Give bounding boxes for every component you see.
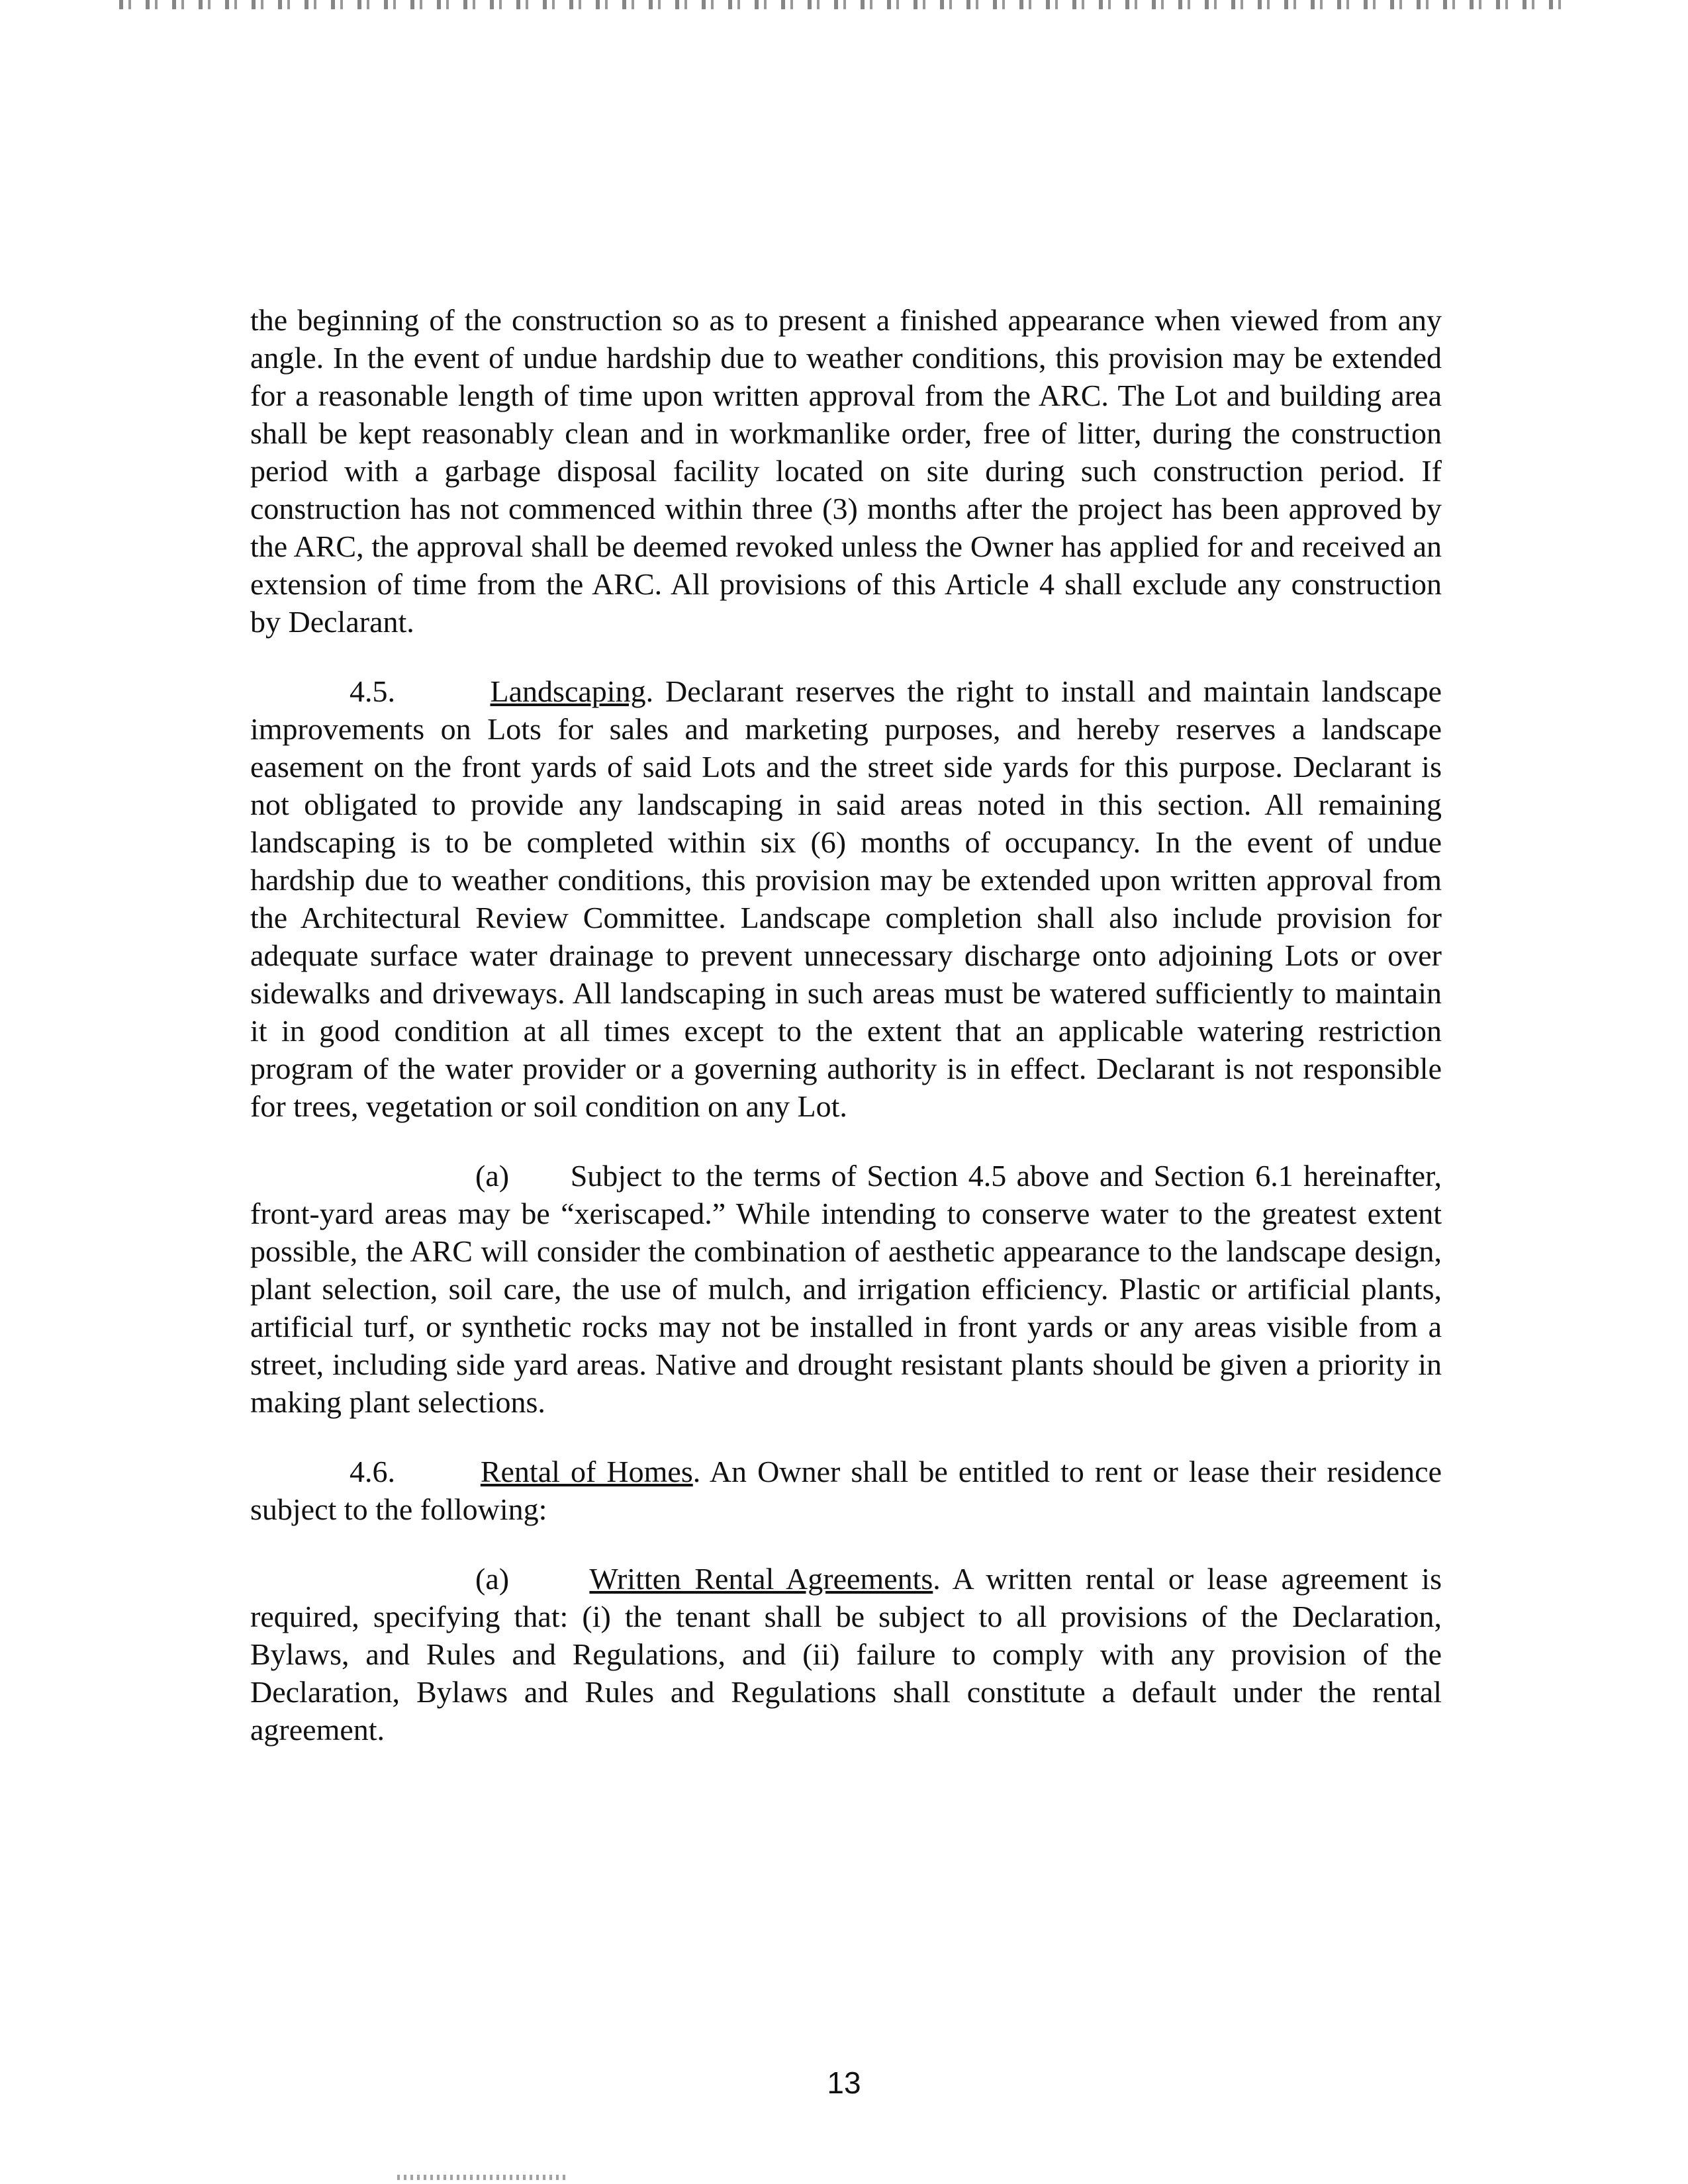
subsection-body: Subject to the terms of Section 4.5 above and Section 6.1 hereinafter, front-yard areas may be “xeriscaped.” While intending to conserve water to the greatest extent possible, the ARC will consider the combination of aesthetic appearance to the landscape design, plant selection, soil care, the use of mulch, and irrigation efficiency. Plastic or artificial plants, artificial turf, or synthetic rocks may not be installed in front yards or any areas visible from a street, including side yard areas. Native and drought resistant plants should be given a priority in making plant selections. bbox=[250, 1159, 1442, 1419]
section-4-6-paragraph bbox=[250, 1453, 1442, 1528]
section-number: 4.6. bbox=[350, 1455, 395, 1488]
section-body: . An Owner shall be entitled to rent or lease their residence subject to the following: bbox=[250, 1455, 1442, 1526]
subsection-label: (a) bbox=[475, 1159, 510, 1193]
section-heading-rental-of-homes: Rental of Homes bbox=[480, 1455, 693, 1488]
page-number: 13 bbox=[827, 2066, 861, 2100]
subsection-heading-written-rental-agreements: Written Rental Agreements bbox=[589, 1562, 933, 1596]
section-4-6-a-paragraph bbox=[250, 1560, 1442, 1749]
subsection-label: (a) bbox=[475, 1562, 510, 1596]
scan-artifact-bottom bbox=[397, 2175, 569, 2180]
section-number: 4.5. bbox=[350, 674, 395, 708]
subsection-body: . A written rental or lease agreement is required, specifying that: (i) the tenant shall be subject to all provisions of the Declaration, Bylaws, and Rules and Regulations, and (ii) failure to comply with any provision of the Declaration, Bylaws and Rules and Regulations shall constitute a default under the rental agreement. bbox=[250, 1562, 1442, 1747]
section-4-5-a-paragraph bbox=[250, 1157, 1442, 1421]
section-body: . Declarant reserves the right to install and maintain landscape improvements on Lots for sales and marketing purposes, and hereby reserves a landscape easement on the front yards of said Lots and the street side yards for this purpose. Declarant is not obligated to provide any landscaping in said areas noted in this section. All remaining landscaping is to be completed within six (6) months of occupancy. In the event of undue hardship due to weather conditions, this provision may be extended upon written approval from the Architectural Review Committee. Landscape completion shall also include provision for adequate surface water drainage to prevent unnecessary discharge onto adjoining Lots or over sidewalks and driveways. All landscaping in such areas must be watered sufficiently to maintain it in good condition at all times except to the extent that an applicable watering restriction program of the water provider or a governing authority is in effect. Declarant is not responsible for trees, vegetation or soil condition on any Lot. bbox=[250, 674, 1442, 1123]
scan-artifact-top bbox=[119, 0, 1575, 9]
document-body bbox=[250, 301, 1442, 1749]
section-heading-landscaping: Landscaping bbox=[490, 674, 646, 708]
paragraph-continuation: the beginning of the construction so as to present a finished appearance when viewed from any angle. In the event of undue hardship due to weather conditions, this provision may be extended for a reasonable length of time upon written approval from the ARC. The Lot and building area shall be kept reasonably clean and in workmanlike order, free of litter, during the construction period with a garbage disposal facility located on site during such construction period. If construction has not commenced within three (3) months after the project has been approved by the ARC, the approval shall be deemed revoked unless the Owner has applied for and received an extension of time from the ARC. All provisions of this Article 4 shall exclude any construction by Declarant. bbox=[250, 303, 1442, 639]
section-4-5-paragraph bbox=[250, 672, 1442, 1125]
